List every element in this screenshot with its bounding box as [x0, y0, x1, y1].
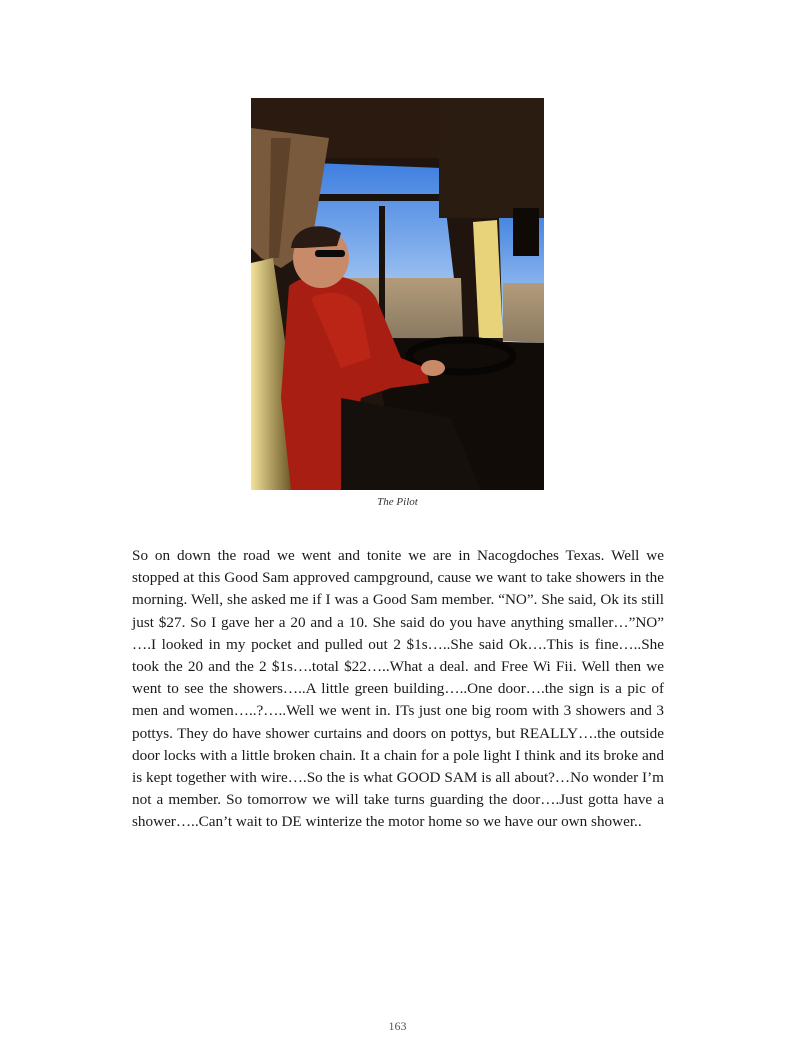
figure-caption: The Pilot: [377, 496, 418, 508]
photo-the-pilot: [251, 98, 544, 490]
photo-illustration: [251, 98, 544, 490]
page-number: 163: [388, 1019, 407, 1033]
paragraph: So on down the road we went and tonite we are in Nacogdoches Texas. Well we stopped at this Good Sam approved campground, cause we want to take showers in the morning. Well, she asked me if I was a Good Sam member. “NO”. She said, Ok its still just $27. So I gave her a 20 and a 10. She said do you have anything smaller…”NO” ….I looked in my pocket and pulled out 2 $1s…..She said Ok….This is fine…..She took the 20 and the 2 $1s….total $22…..What a deal. and Free Wi Fii. Well then we went to see the showers…..A little green building…..One door….the sign is a pic of men and women…..?…..Well we went in. ITs just one big room with 3 showers and 3 pottys. They do have shower curtains and doors on pottys, but REALLY….the outside door locks with a little broken chain. It a chain for a pole light I think and its broke and is kept together with wire….So the is what GOOD SAM is all about?…No wonder I’m not a member. So tomorrow we will take turns guarding the door….Just gotta have a shower…..Can’t wait to DE winterize the motor home so we have our own shower..: [132, 547, 664, 831]
body-text: [132, 545, 664, 834]
